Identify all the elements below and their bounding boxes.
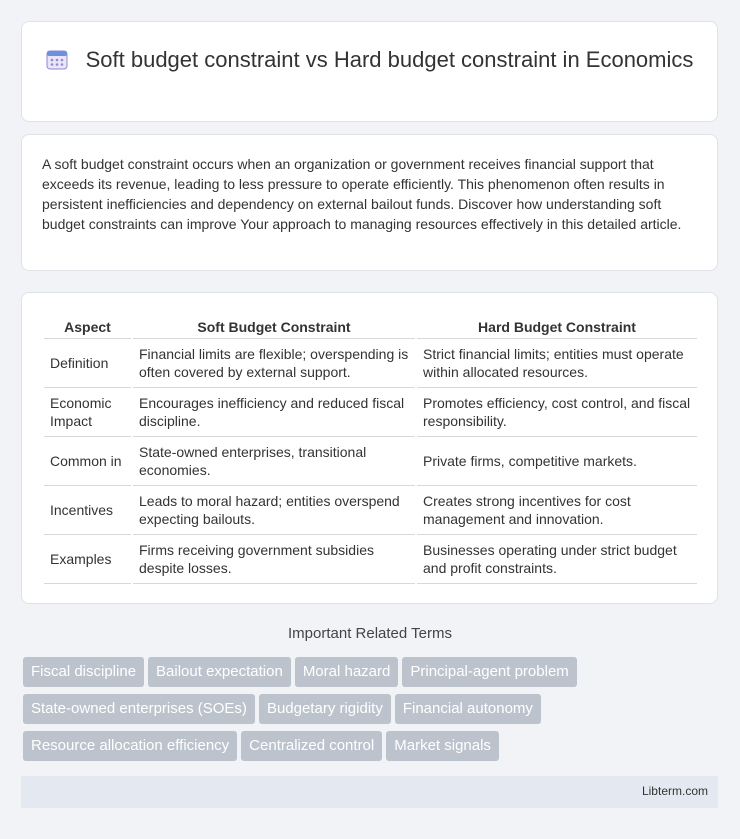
tag-financial-autonomy[interactable]: Financial autonomy: [395, 694, 541, 724]
header-soft: Soft Budget Constraint: [133, 316, 415, 339]
intro-card: [21, 134, 718, 271]
cell-hard: Private firms, competitive markets.: [417, 437, 697, 486]
table-header-row: [44, 316, 697, 339]
table-row: [44, 486, 697, 535]
tag-centralized-control[interactable]: Centralized control: [241, 731, 382, 761]
table-row: [44, 388, 697, 437]
related-terms-title: Important Related Terms: [288, 625, 452, 642]
comparison-card: [21, 292, 718, 604]
cell-aspect: Incentives: [44, 486, 131, 535]
cell-hard: Promotes efficiency, cost control, and fiscal responsibility.: [417, 388, 697, 437]
tag-principal-agent-problem[interactable]: Principal-agent problem: [402, 657, 576, 687]
table-row: [44, 437, 697, 486]
tag-row: [23, 694, 703, 731]
title-card: [21, 21, 718, 122]
tag-resource-allocation-efficiency[interactable]: Resource allocation efficiency: [23, 731, 237, 761]
tag-moral-hazard[interactable]: Moral hazard: [295, 657, 399, 687]
tag-row: [23, 657, 703, 694]
table-row: [44, 339, 697, 388]
table-row: [44, 535, 697, 584]
cell-aspect: Definition: [44, 339, 131, 388]
cell-aspect: Economic Impact: [44, 388, 131, 437]
footer-site-link[interactable]: Libterm.com: [641, 784, 708, 798]
header-aspect: Aspect: [44, 316, 131, 339]
header-hard: Hard Budget Constraint: [417, 316, 697, 339]
tag-fiscal-discipline[interactable]: Fiscal discipline: [23, 657, 144, 687]
tag-row: [23, 731, 703, 768]
comparison-table: [42, 316, 699, 584]
cell-hard: Creates strong incentives for cost management and innovation.: [417, 486, 697, 535]
related-terms-tags: [23, 657, 703, 768]
cell-hard: Strict financial limits; entities must operate within allocated resources.: [417, 339, 697, 388]
tag-bailout-expectation[interactable]: Bailout expectation: [148, 657, 291, 687]
cell-aspect: Common in: [44, 437, 131, 486]
tag-state-owned-enterprises[interactable]: State-owned enterprises (SOEs): [23, 694, 255, 724]
tag-budgetary-rigidity[interactable]: Budgetary rigidity: [259, 694, 391, 724]
cell-soft: Encourages inefficiency and reduced fiscal discipline.: [133, 388, 415, 437]
cell-soft: Firms receiving government subsidies despite losses.: [133, 535, 415, 584]
tag-market-signals[interactable]: Market signals: [386, 731, 499, 761]
cell-soft: Leads to moral hazard; entities overspend expecting bailouts.: [133, 486, 415, 535]
cell-soft: State-owned enterprises, transitional economies.: [133, 437, 415, 486]
cell-aspect: Examples: [44, 535, 131, 584]
cell-hard: Businesses operating under strict budget and profit constraints.: [417, 535, 697, 584]
page-title-wrap: [22, 46, 717, 74]
cell-soft: Financial limits are flexible; overspending is often covered by external support.: [133, 339, 415, 388]
intro-paragraph: A soft budget constraint occurs when an organization or government receives financial support that exceeds its revenue, leading to less pressure to operate efficiently. This phenomenon often results in persistent inefficiencies and dependency on external bailout funds. Discover how understanding soft budget constraints can improve Your approach to managing resources effectively in this detailed article.: [42, 156, 682, 232]
page-title: Soft budget constraint vs Hard budget constraint in Economics: [85, 47, 694, 72]
footer: [21, 776, 718, 808]
calendar-icon: [46, 48, 68, 70]
